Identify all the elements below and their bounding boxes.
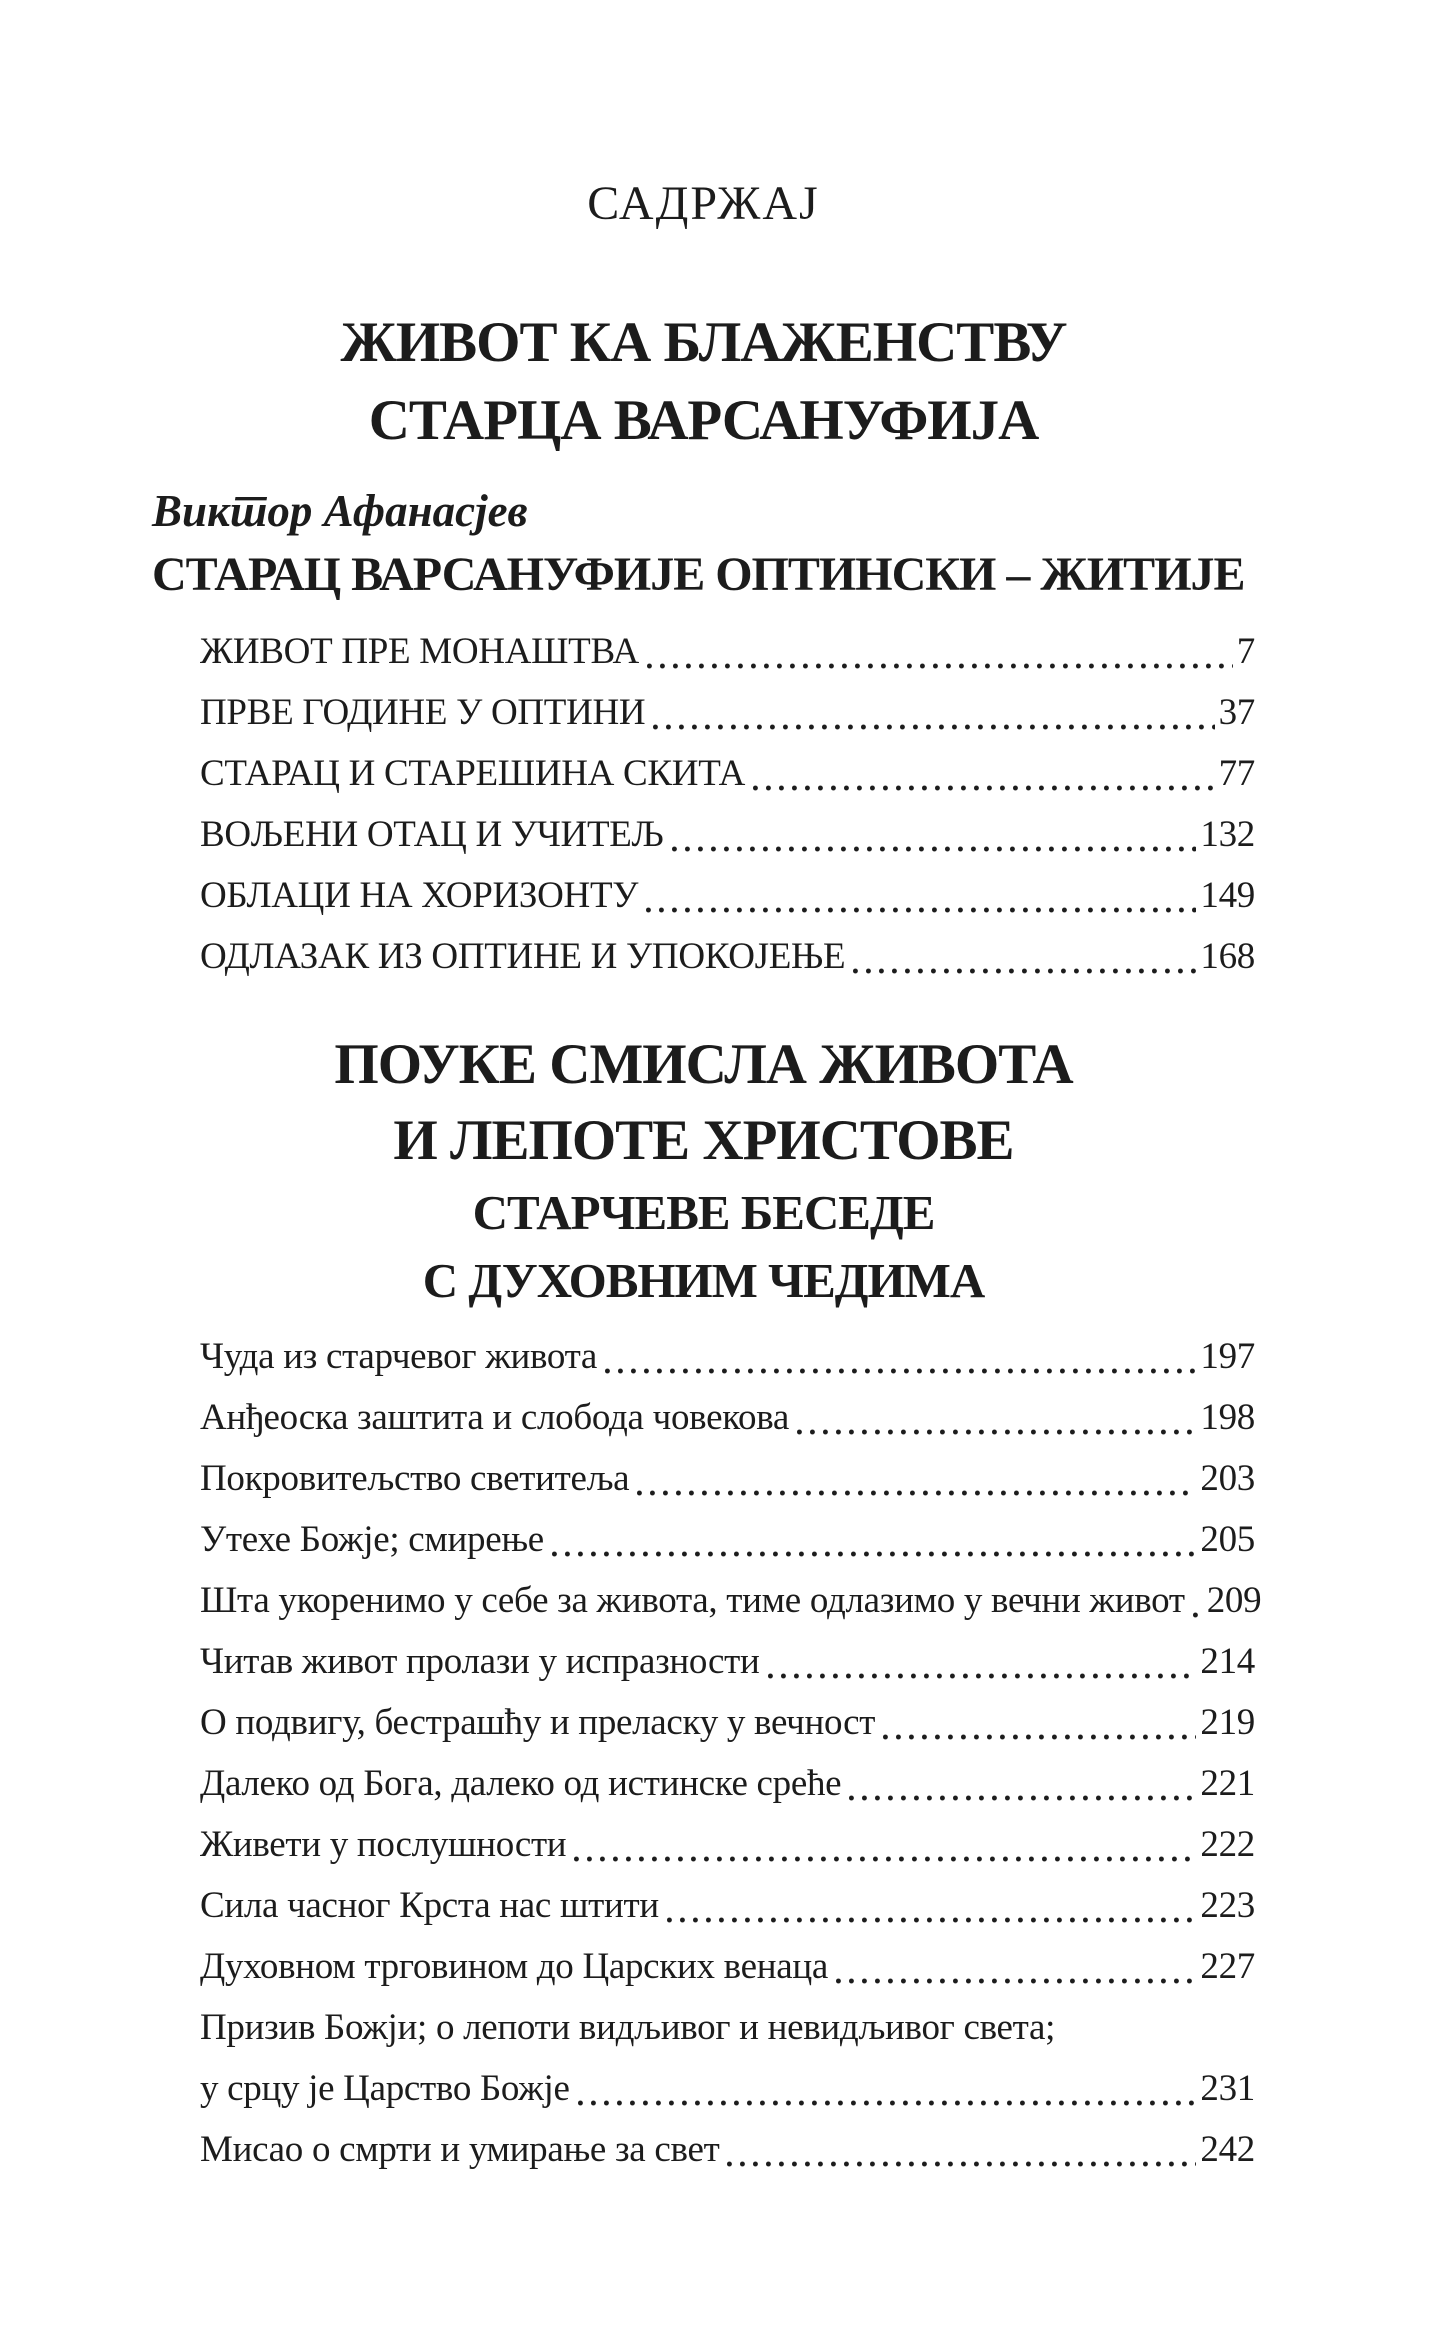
toc-entry-title: ЖИВОТ ПРЕ МОНАШТВА: [200, 631, 639, 672]
toc-dot-leader: [574, 1856, 1196, 1862]
toc-page-number: 242: [1200, 2129, 1255, 2170]
section1-heading: [152, 304, 1255, 460]
toc-dot-leader: [672, 846, 1197, 852]
toc-dot-leader: [727, 2161, 1196, 2167]
toc-entry: [200, 811, 1255, 859]
toc-page-number: 198: [1200, 1397, 1255, 1438]
toc-entry: [200, 933, 1255, 981]
toc-page-number: 223: [1200, 1885, 1255, 1926]
toc-dot-leader: [667, 1917, 1196, 1923]
toc-entry-title: Анђеоска заштита и слобода човекова: [200, 1397, 790, 1438]
section1-subheading: СТАРАЦ ВАРСАНУФИЈЕ ОПТИНСКИ – ЖИТИЈЕ: [152, 548, 1245, 601]
toc-dot-leader: [768, 1673, 1197, 1679]
toc-entry-title: СТАРАЦ И СТАРЕШИНА СКИТА: [200, 753, 746, 794]
section1-heading-line2: СТАРЦА ВАРСАНУФИЈА: [368, 389, 1039, 452]
toc-page-number: 214: [1200, 1641, 1255, 1682]
toc-entry: [200, 1882, 1255, 1930]
toc-list-section1: [152, 628, 1255, 981]
toc-entry-continued-second-line: [200, 2065, 1255, 2113]
toc-entry-title: Далеко од Бога, далеко од истинске среће: [200, 1763, 842, 1804]
toc-entry-title: ПРВЕ ГОДИНЕ У ОПТИНИ: [200, 692, 646, 733]
toc-entry: [200, 750, 1255, 798]
toc-dot-leader: [552, 1551, 1196, 1557]
toc-page-number: 222: [1200, 1824, 1255, 1865]
toc-entry-title: Мисао о смрти и умирање за свет: [200, 2129, 720, 2170]
toc-dot-leader: [753, 785, 1215, 791]
section2-heading-line2: И ЛЕПОТЕ ХРИСТОВЕ: [393, 1109, 1014, 1172]
toc-page-number: 221: [1200, 1763, 1255, 1804]
toc-dot-leader: [605, 1368, 1196, 1374]
toc-entry-title: ОБЛАЦИ НА ХОРИЗОНТУ: [200, 875, 639, 916]
toc-page-number: 149: [1200, 875, 1255, 916]
toc-entry-title: Чуда из старчевог живота: [200, 1336, 598, 1377]
toc-dot-leader: [853, 968, 1196, 974]
toc-entry: [200, 689, 1255, 737]
page-title: САДРЖАЈ: [587, 177, 820, 230]
toc-dot-leader: [637, 1490, 1196, 1496]
toc-entry-title: Покровитељство светитеља: [200, 1458, 630, 1499]
toc-page-number: 209: [1206, 1580, 1262, 1621]
toc-dot-leader: [646, 907, 1196, 913]
toc-page-number: 132: [1200, 814, 1255, 855]
toc-dot-leader: [1193, 1612, 1203, 1618]
toc-entry-title: Шта укоренимо у себе за живота, тиме одлазимо у вечни живот: [200, 1580, 1185, 1621]
toc-entry: [200, 1577, 1262, 1625]
toc-entry: [200, 1333, 1255, 1381]
toc-page-number: 168: [1200, 936, 1255, 977]
toc-entry-title: О подвигу, бестрашћу и преласку у вечност: [200, 1702, 876, 1743]
toc-page-number: 227: [1200, 1946, 1255, 1987]
toc-entry-title: Сила часног Крста нас штити: [200, 1885, 659, 1926]
section1-heading-line1: ЖИВОТ КА БЛАЖЕНСТВУ: [340, 311, 1067, 374]
toc-entry-title: у срцу је Царство Божје: [200, 2068, 570, 2109]
toc-entry: [200, 2126, 1255, 2174]
toc-page-number: 197: [1200, 1336, 1255, 1377]
toc-dot-leader: [883, 1734, 1196, 1740]
toc-page-number: 37: [1218, 692, 1255, 733]
toc-page-number: 231: [1200, 2068, 1255, 2109]
toc-entry: [200, 1455, 1255, 1503]
toc-list-section2: [152, 1333, 1262, 2174]
toc-page-number: 219: [1200, 1702, 1255, 1743]
toc-page-number: 77: [1218, 753, 1255, 794]
toc-page-number: 203: [1200, 1458, 1255, 1499]
section2-heading-line3: СТАРЧЕВЕ БЕСЕДЕ: [472, 1185, 935, 1240]
toc-entry: [200, 1699, 1255, 1747]
author-name: Виктор Афанасјев: [152, 486, 528, 536]
toc-entry: [200, 872, 1255, 920]
section2-heading-line1: ПОУКЕ СМИСЛА ЖИВОТА: [334, 1033, 1073, 1096]
toc-dot-leader: [797, 1429, 1196, 1435]
toc-entry: [200, 1760, 1255, 1808]
toc-entry: [200, 628, 1255, 676]
toc-entry-title: Живети у послушности: [200, 1824, 567, 1865]
toc-entry: [200, 1943, 1255, 1991]
toc-dot-leader: [647, 663, 1233, 669]
toc-dot-leader: [836, 1978, 1196, 1984]
toc-dot-leader: [578, 2100, 1197, 2106]
toc-entry-title: ВОЉЕНИ ОТАЦ И УЧИТЕЉ: [200, 814, 664, 855]
toc-entry-title: Читав живот пролази у испразности: [200, 1641, 760, 1682]
section2-heading-line4: С ДУХОВНИМ ЧЕДИМА: [422, 1253, 985, 1308]
toc-page-number: 205: [1200, 1519, 1255, 1560]
toc-dot-leader: [849, 1795, 1196, 1801]
toc-entry: [200, 1516, 1255, 1564]
toc-page-number: 7: [1236, 631, 1255, 672]
toc-entry-title: Духовном трговином до Царских венаца: [200, 1946, 828, 1987]
toc-entry: [200, 1394, 1255, 1442]
toc-dot-leader: [653, 724, 1214, 730]
toc-entry-title: ОДЛАЗАК ИЗ ОПТИНЕ И УПОКОЈЕЊЕ: [200, 936, 846, 977]
toc-entry: [200, 1638, 1255, 1686]
toc-entry-title: Призив Божји; о лепоти видљивог и невидљивог света;: [200, 2007, 1056, 2048]
toc-entry: [200, 1821, 1255, 1869]
toc-entry-continued-first-line: [200, 2004, 1255, 2052]
toc-entry-title: Утехе Божје; смирење: [200, 1519, 544, 1560]
section2-heading: [152, 1027, 1255, 1315]
